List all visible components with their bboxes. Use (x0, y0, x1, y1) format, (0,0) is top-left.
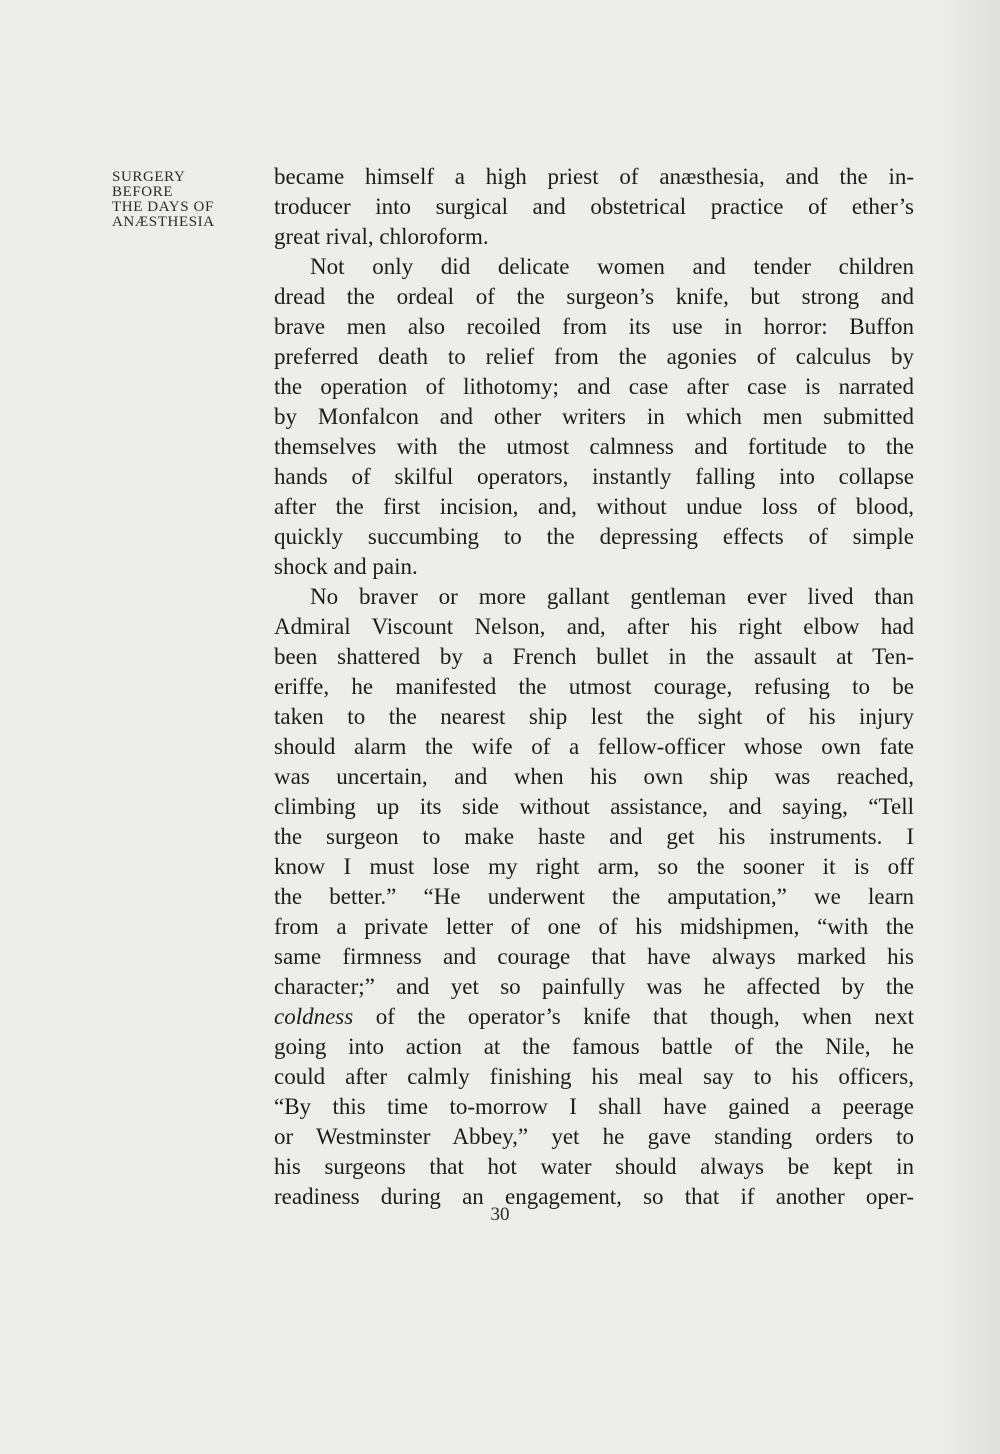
text-line: going into action at the famous battle of the Nile, he (274, 1034, 914, 1059)
text-line: was uncertain, and when his own ship was reached, (274, 764, 914, 789)
text-line: troducer into surgical and obstetrical practice of ether’s (274, 194, 914, 219)
text-line: the operation of lithotomy; and case after case is narrated (274, 374, 914, 399)
text-line: the surgeon to make haste and get his instruments. I (274, 824, 914, 849)
text-line: readiness during an engagement, so that if another oper- (274, 1184, 914, 1209)
text-line: could after calmly finishing his meal say to his officers, (274, 1064, 914, 1089)
body-text (274, 162, 914, 1212)
text-line: his surgeons that hot water should always be kept in (274, 1154, 914, 1179)
text-line: hands of skilful operators, instantly falling into collapse (274, 464, 914, 489)
text-line: by Monfalcon and other writers in which men submitted (274, 404, 914, 429)
text-line: same firmness and courage that have always marked his (274, 944, 914, 969)
page-number: 30 (490, 1204, 510, 1225)
running-head (112, 170, 272, 230)
running-head-line: BEFORE (112, 184, 174, 200)
page-edge-shadow (940, 0, 1000, 1454)
text-line: climbing up its side without assistance, and saying, “Tell (274, 794, 914, 819)
text-line: taken to the nearest ship lest the sight of his injury (274, 704, 914, 729)
text-line: “By this time to-morrow I shall have gained a peerage (274, 1094, 914, 1119)
text-line: from a private letter of one of his midshipmen, “with the (274, 914, 914, 939)
text-line: great rival, chloroform. (274, 224, 489, 249)
text-line: eriffe, he manifested the utmost courage, refusing to be (274, 674, 914, 699)
text-line: became himself a high priest of anæsthesia, and the in- (274, 164, 914, 189)
text-line: preferred death to relief from the agonies of calculus by (274, 344, 914, 369)
text-line: or Westminster Abbey,” yet he gave standing orders to (274, 1124, 914, 1149)
italic-word: coldness (274, 1004, 354, 1029)
text-line: after the first incision, and, without undue loss of blood, (274, 494, 914, 519)
text-line: been shattered by a French bullet in the assault at Ten- (274, 644, 914, 669)
text-line: know I must lose my right arm, so the sooner it is off (274, 854, 914, 879)
text-line: dread the ordeal of the surgeon’s knife, but strong and (274, 284, 914, 309)
text-line: quickly succumbing to the depressing effects of simple (274, 524, 914, 549)
running-head-line: ANÆSTHESIA (112, 214, 215, 230)
text-line: shock and pain. (274, 554, 418, 579)
paragraph-first-line: No braver or more gallant gentleman ever lived than (310, 584, 914, 609)
text-line-with-italic (274, 1002, 914, 1032)
text-line: themselves with the utmost calmness and fortitude to the (274, 434, 914, 459)
running-head-line: THE DAYS OF (112, 199, 214, 215)
text-line: Admiral Viscount Nelson, and, after his right elbow had (274, 614, 914, 639)
running-head-line: SURGERY (112, 169, 186, 185)
text-line: brave men also recoiled from its use in horror: Buffon (274, 314, 914, 339)
paragraph-first-line: Not only did delicate women and tender children (310, 254, 914, 279)
text-line: should alarm the wife of a fellow-officer whose own fate (274, 734, 914, 759)
text-line: character;” and yet so painfully was he affected by the (274, 974, 914, 999)
text-line-rest: of the operator’s knife that though, when next (353, 1004, 914, 1029)
text-line: the better.” “He underwent the amputation,” we learn (274, 884, 914, 909)
